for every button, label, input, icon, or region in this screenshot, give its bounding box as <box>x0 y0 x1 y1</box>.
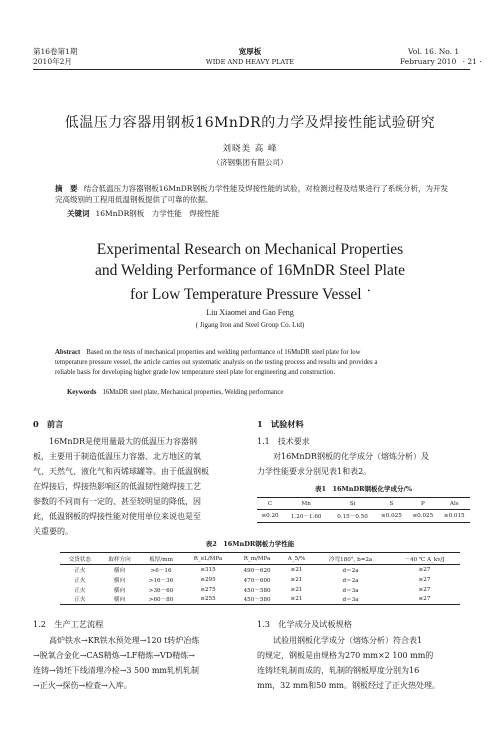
keywords-cn <box>67 208 447 219</box>
abstract-en-label: Abstract <box>55 349 81 356</box>
table-2-cell: ≥21 <box>290 586 303 593</box>
issue-info <box>33 47 77 67</box>
table-1-cell: 0.15－0.50 <box>337 514 368 520</box>
keywords-en <box>67 388 457 398</box>
section-1-3-heading: 1.3 化学成分及试板规格 <box>257 619 352 629</box>
keywords-cn-label: 关键词 <box>67 209 90 218</box>
table-1-header-row <box>257 498 470 510</box>
publication-month: February 2010 <box>400 57 457 66</box>
table-2-header: 交货状态 <box>68 556 92 563</box>
keywords-en-label: Keywords <box>67 389 97 396</box>
table-2-cell: ≥275 <box>200 586 216 593</box>
table-2-cell: ≥21 <box>290 596 303 603</box>
section-0-line: 板，主要用于制造低温压力容器、北方地区的氧 <box>33 452 201 461</box>
table-2-cell: >60－80 <box>148 597 174 604</box>
section-1-line: 力学性能要求分别见表1和表2。 <box>257 467 372 476</box>
section-0-line: 参数的不同而有一定的、甚至较明显的降低，因 <box>33 497 201 506</box>
table-1-cell: ≥0.015 <box>443 513 465 519</box>
table-2-cell: 正火 <box>74 597 86 604</box>
table-row <box>60 595 460 605</box>
table-2-cell: 横向 <box>113 577 126 584</box>
table-2-header: 冷弯180°, b=2a <box>328 556 373 563</box>
table-row <box>257 510 470 523</box>
table-2-caption: 表2 16MnDR钢板力学性能 <box>205 540 295 548</box>
title-footnote-mark: • <box>367 287 371 295</box>
section-1-line: 对16MnDR钢板的化学成分（熔炼分析）及 <box>273 452 429 461</box>
abstract-en-line3: reliable basis for developing higher grade low temperature steel plate for engineering and construction. <box>55 369 336 376</box>
section-1-body <box>257 434 470 479</box>
table-2-cell: 470－600 <box>243 577 271 584</box>
section-0-heading: 0 前言 <box>33 419 64 429</box>
table-1-header: Mn <box>301 500 311 507</box>
section-1-2-line: →脱氧合金化→CAS精炼→LF精炼→VD精炼→ <box>33 651 195 660</box>
table-2 <box>60 552 460 605</box>
table-2-cell: ≥295 <box>200 576 216 583</box>
table-2-cell: ≥255 <box>200 596 216 603</box>
table-2-cell: ≥27 <box>418 566 431 573</box>
section-1-heading: 1 试验材料 <box>257 419 304 429</box>
table-1-header: Als <box>449 500 459 507</box>
section-1-3-body <box>257 633 470 693</box>
table-2-cell: 横向 <box>113 567 126 574</box>
section-1-2-heading: 1.2 生产工艺流程 <box>33 619 104 629</box>
table-2-cell: 正火 <box>74 587 86 594</box>
section-1-2-line: →正火→探伤→检查→入库。 <box>33 681 132 690</box>
volume-info <box>400 47 480 67</box>
table-1-cell: ≤0.025 <box>412 513 434 519</box>
table-1-header: Si <box>349 500 356 507</box>
title-en-line1: Experimental Research on Mechanical Properties <box>96 241 404 258</box>
title-en-line3: for Low Temperature Pressure Vessel <box>129 286 362 304</box>
table-row <box>60 585 460 595</box>
table-2-cell: ≥315 <box>200 566 216 573</box>
table-2-header: －40 ℃ A_kv/J <box>404 556 445 563</box>
table-1-cell: ≤0.025 <box>381 513 402 519</box>
table-2-cell: 正火 <box>74 567 86 574</box>
issue-volume: 第16卷第1期 <box>33 47 78 56</box>
section-0-line: 关重要的。 <box>33 527 73 536</box>
authors-en: Liu Xiaomei and Gao Feng <box>206 308 294 317</box>
table-2-cell: d＝3a <box>342 597 359 604</box>
table-2-header: 板厚/mm <box>149 556 173 563</box>
table-2-header-row <box>60 553 460 565</box>
table-2-cell: 490－620 <box>243 567 271 574</box>
journal-name <box>180 47 320 67</box>
abstract-en-line2: temperature pressure vessel, the article carries out systematic analysis on the testing process and results and provides a <box>55 359 378 366</box>
table-2-cell: ≥27 <box>418 576 431 583</box>
table-2-cell: 横向 <box>113 587 126 594</box>
table-2-cell: 450－580 <box>243 597 271 604</box>
table-2-cell: >16－36 <box>148 577 174 584</box>
table-2-cell: >6－16 <box>150 567 172 574</box>
abstract-cn-label: 摘 要 <box>55 184 78 193</box>
section-1-3-line: mm，32 mm和50 mm。钢板经过了正火热处理。 <box>257 681 440 690</box>
page-number: · 21 · <box>462 57 482 66</box>
section-0-line: 在焊接后，焊接热影响区的低温韧性随焊接工艺 <box>33 482 201 491</box>
table-2-header: A_5/% <box>287 555 306 562</box>
section-1-3-line: 试验用钢板化学成分（熔炼分析）符合表1 <box>273 636 423 645</box>
section-0-line: 16MnDR是使用量最大的低温压力容器钢 <box>49 437 197 446</box>
table-2-cell: 450－580 <box>243 587 271 594</box>
table-1-cell: ≤0.20 <box>261 513 279 519</box>
table-2-header: R_eL/MPa <box>193 555 223 562</box>
header-rule <box>33 69 470 70</box>
section-0-line: 气、天然气、液化气和丙烯球罐等。由于低温钢板 <box>33 467 209 476</box>
table-row <box>60 575 460 585</box>
abstract-en-line1: Based on the tests of mechanical properties and welding performance of 16MnDR steel plate for low <box>86 349 361 356</box>
table-2-header: R_m/MPa <box>243 555 271 562</box>
paper-title-en <box>0 239 500 305</box>
table-1-caption: 表1 16MnDR钢板化学成分/% <box>314 485 413 493</box>
table-1 <box>257 497 470 523</box>
section-1-1-heading: 1.1 技术要求 <box>257 437 310 446</box>
section-0-line: 此，低温钢板的焊接性能对使用单位来说也是至 <box>33 512 201 521</box>
journal-name-cn: 宽厚板 <box>238 47 262 56</box>
issue-date: 2010年2月 <box>33 57 72 66</box>
abstract-cn <box>55 183 448 205</box>
table-2-cell: 横向 <box>113 597 126 604</box>
section-0-body <box>33 434 243 539</box>
section-1-3-line: 的规定，钢板是由规格为270 mm×2 100 mm的 <box>257 651 434 660</box>
affiliation-cn: （济钢集团有限公司） <box>212 158 288 167</box>
abstract-cn-text: 结合低温压力容器钢板16MnDR钢板力学性能及焊接性能的试验，对检测过程及结果进行了系统分析，为开发完高级别的工程用低温钢板提供了可靠的依据。 <box>55 184 449 204</box>
affiliation-en: ( Jigang Iron and Steel Group Co. Ltd) <box>195 321 305 329</box>
table-1-header: C <box>267 500 273 507</box>
table-2-cell: ≥21 <box>290 566 303 573</box>
table-2-cell: 正火 <box>74 577 86 584</box>
table-2-cell: d＝2a <box>342 567 359 574</box>
section-1-2-line: 连铸→铸坯下线清理冷检→3 500 mm轧机轧制 <box>33 666 200 675</box>
section-1-2-body <box>33 633 245 693</box>
table-2-header: 取样方向 <box>108 556 131 563</box>
keywords-cn-text: 16MnDR钢板 力学性能 焊接性能 <box>95 209 220 218</box>
paper-title-cn: 低温压力容器用钢板16MnDR的力学及焊接性能试验研究 <box>64 115 436 131</box>
journal-name-en: WIDE AND HEAVY PLATE <box>205 58 295 66</box>
table-1-header: S <box>389 500 394 507</box>
table-1-cell: 1.20－1.60 <box>290 514 322 520</box>
table-2-cell: d＝3a <box>342 587 359 594</box>
table-2-cell: ≥27 <box>418 596 431 603</box>
table-2-cell: ≥21 <box>290 576 303 583</box>
table-row <box>60 565 460 575</box>
title-en-line2: and Welding Performance of 16MnDR Steel Plate <box>94 262 406 279</box>
table-2-cell: >36－60 <box>148 587 174 594</box>
table-2-cell: d＝2a <box>342 577 359 584</box>
section-1-2-line: 高炉铁水→KR铁水预处理→120 t转炉冶炼 <box>49 636 200 645</box>
authors-cn: 刘晓美 高 峰 <box>222 144 278 154</box>
keywords-en-text: 16MnDR steel plate, Mechanical properties, Welding performance <box>102 389 284 396</box>
section-1-3-line: 连铸坯轧制而成的，轧制的钢板厚度分别为16 <box>257 666 420 675</box>
table-2-cell: ≥27 <box>418 586 431 593</box>
table-1-header: P <box>420 500 425 507</box>
abstract-en <box>55 348 455 378</box>
volume-number: Vol. 16. No. 1 <box>408 47 460 56</box>
